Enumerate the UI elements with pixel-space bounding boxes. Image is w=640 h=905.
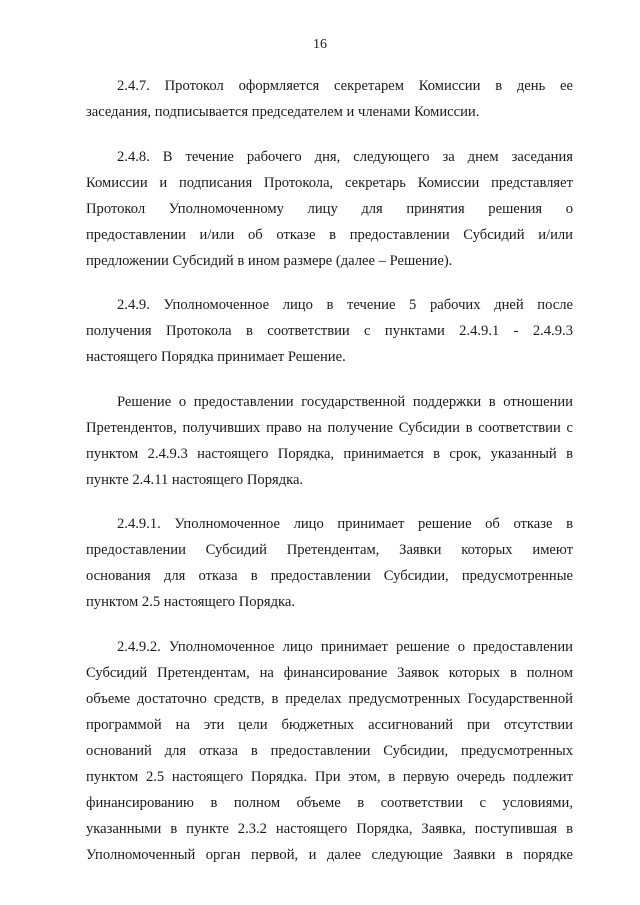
paragraph (86, 144, 573, 274)
text-line: оснований для отказа в предоставлении Субсидии, предусмотренных (86, 742, 573, 759)
text-line: 2.4.9.1. Уполномоченное лицо принимает решение об отказе в (117, 516, 573, 532)
paragraph (86, 511, 573, 615)
text-line: предоставлении Субсидий Претендентам, Заявки которых имеют (86, 542, 573, 558)
text-line: Субсидий Претендентам, на финансирование Заявок которых в полном (86, 664, 573, 681)
text-line: указанными в пункте 2.3.2 настоящего Порядка, Заявка, поступившая в (86, 820, 573, 837)
paragraph (86, 389, 573, 493)
document-body (86, 73, 573, 886)
text-line: пунктом 2.5 настоящего Порядка. (86, 594, 296, 610)
text-line: Протокол Уполномоченному лицу для принятия решения о (86, 200, 573, 217)
text-line: 2.4.7. Протокол оформляется секретарем Комиссии в день ее (117, 78, 573, 94)
paragraph (86, 634, 573, 868)
text-line: 2.4.9.2. Уполномоченное лицо принимает решение о предоставлении (117, 638, 573, 655)
text-line: основания для отказа в предоставлении Субсидии, предусмотренные (86, 568, 573, 584)
text-line: Решение о предоставлении государственной поддержки в отношении (117, 393, 573, 410)
text-line: пунктом 2.4.9.3 настоящего Порядка, принимается в срок, указанный в (86, 445, 573, 462)
text-line: заседания, подписывается председателем и членами Комиссии. (86, 104, 480, 120)
text-line: Уполномоченный орган первой, и далее следующие Заявки в порядке (86, 846, 573, 863)
text-line: Претендентов, получивших право на получение Субсидии в соответствии с (86, 419, 573, 436)
page-number: 16 (313, 37, 327, 52)
text-line: пункте 2.4.11 настоящего Порядка. (86, 471, 304, 488)
text-line: настоящего Порядка принимает Решение. (86, 349, 346, 365)
text-line: 2.4.9. Уполномоченное лицо в течение 5 рабочих дней после (117, 297, 573, 313)
text-line: 2.4.8. В течение рабочего дня, следующего за днем заседания (117, 148, 573, 165)
text-line: получения Протокола в соответствии с пунктами 2.4.9.1 - 2.4.9.3 (86, 323, 573, 339)
text-line: предоставлении и/или об отказе в предоставлении Субсидий и/или (86, 226, 573, 243)
paragraph (86, 73, 573, 125)
text-line: объеме достаточно средств, в пределах предусмотренных Государственной (86, 690, 573, 707)
paragraph (86, 292, 573, 370)
text-line: финансированию в полном объеме в соответствии с условиями, (86, 794, 573, 811)
text-line: программой на эти цели бюджетных ассигнований при отсутствии (86, 716, 573, 733)
text-line: пунктом 2.5 настоящего Порядка. При этом, в первую очередь подлежит (86, 768, 573, 785)
text-line: Комиссии и подписания Протокола, секретарь Комиссии представляет (86, 174, 573, 191)
text-line: предложении Субсидий в ином размере (далее – Решение). (86, 252, 453, 269)
